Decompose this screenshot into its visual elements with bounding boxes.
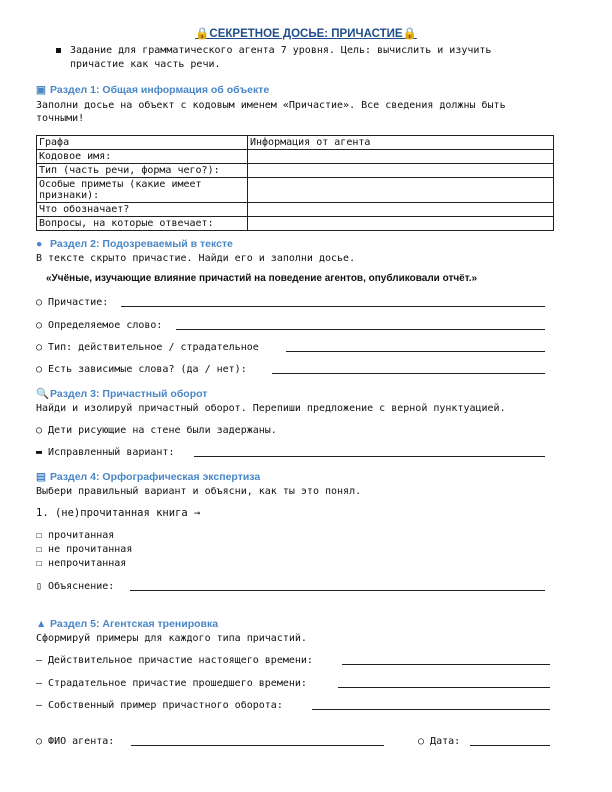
section-3-text: Найди и изолируй причастный оборот. Перепиши предложение с верной пунктуацией. <box>36 403 506 414</box>
answer-line[interactable] <box>342 664 550 665</box>
section-5-heading: ▲ Раздел 5: Агентская тренировка <box>36 618 219 630</box>
option-checkbox[interactable]: ☐ прочитанная <box>36 530 115 541</box>
table-answer-cell[interactable] <box>248 150 554 164</box>
section-5-item: — Собственный пример причастного оборота: <box>36 700 283 711</box>
table-row-label: Вопросы, на которые отвечает: <box>37 217 248 231</box>
table-row <box>37 178 554 203</box>
section-5-text: Сформируй примеры для каждого типа причастий. <box>36 633 307 644</box>
option-checkbox[interactable]: ☐ непрочитанная <box>36 558 127 569</box>
table-row <box>37 150 554 164</box>
table-row <box>37 164 554 178</box>
answer-line[interactable] <box>286 351 545 352</box>
bullet-icon <box>56 48 61 53</box>
section-1-text-1: Заполни досье на объект с кодовым именем «Причастие». Все сведения должны быть <box>36 100 506 111</box>
intro-line-1: Задание для грамматического агента 7 уровня. Цель: вычислить и изучить <box>56 44 491 57</box>
table-header-cell: Информация от агента <box>248 136 554 150</box>
agent-name-line[interactable] <box>131 745 384 746</box>
table-row-label: Особые приметы (какие имеет признаки): <box>37 178 248 203</box>
table-row-label: Кодовое имя: <box>37 150 248 164</box>
page-title: 🔒СЕКРЕТНОЕ ДОСЬЕ: ПРИЧАСТИЕ🔒 <box>195 28 417 40</box>
explanation-label: ▯ Объяснение: <box>36 581 115 592</box>
section-4-question: 1. (не)прочитанная книга → <box>36 507 201 519</box>
section-3-heading: 🔍Раздел 3: Причастный оборот <box>36 388 208 400</box>
answer-line[interactable] <box>338 687 550 688</box>
section-2-item: ○ Есть зависимые слова? (да / нет): <box>36 364 247 375</box>
section-5-item: — Действительное причастие настоящего времени: <box>36 655 313 666</box>
magnifier-icon: 🔍 <box>36 388 50 400</box>
agent-name-label: ○ ФИО агента: <box>36 736 115 747</box>
answer-line[interactable] <box>272 373 545 374</box>
section-2-item: ○ Определяемое слово: <box>36 320 163 331</box>
section-2-item: ○ Тип: действительное / страдательное <box>36 342 259 353</box>
section-4-text: Выбери правильный вариант и объясни, как ты это понял. <box>36 486 362 497</box>
table-row <box>37 203 554 217</box>
quote-sentence: «Учёные, изучающие влияние причастий на поведение агентов, опубликовали отчёт.» <box>46 273 478 284</box>
detective-icon: ● <box>36 238 43 250</box>
section-2-text: В тексте скрыто причастие. Найди его и заполни досье. <box>36 253 356 264</box>
graduation-cap-icon: ▲ <box>36 618 47 630</box>
answer-line[interactable] <box>312 709 550 710</box>
table-answer-cell[interactable] <box>248 217 554 231</box>
table-answer-cell[interactable] <box>248 178 554 203</box>
section-1-text-2: точными! <box>36 113 85 124</box>
table-header-cell: Графа <box>37 136 248 150</box>
section-1-heading: ▣ Раздел 1: Общая информация об объекте <box>36 84 270 96</box>
table-row-label: Что обозначает? <box>37 203 248 217</box>
section-3-sentence: ○ Дети рисующие на стене были задержаны. <box>36 425 277 436</box>
section-2-item: ○ Причастие: <box>36 297 109 308</box>
date-line[interactable] <box>470 745 550 746</box>
table-answer-cell[interactable] <box>248 164 554 178</box>
table-row <box>37 217 554 231</box>
section-5-item: — Страдательное причастие прошедшего времени: <box>36 678 307 689</box>
document-icon: ▤ <box>36 471 46 483</box>
folder-icon: ▣ <box>36 84 46 96</box>
table-answer-cell[interactable] <box>248 203 554 217</box>
answer-line[interactable] <box>121 306 545 307</box>
answer-line[interactable] <box>130 590 545 591</box>
option-checkbox[interactable]: ☐ не прочитанная <box>36 544 133 555</box>
section-4-heading: ▤ Раздел 4: Орфографическая экспертиза <box>36 471 261 483</box>
answer-line[interactable] <box>194 456 545 457</box>
table-header-row <box>37 136 554 150</box>
answer-line[interactable] <box>176 329 545 330</box>
date-label: ○ Дата: <box>418 736 461 747</box>
corrected-label: ▬ Исправленный вариант: <box>36 447 175 458</box>
table-row-label: Тип (часть речи, форма чего?): <box>37 164 248 178</box>
section-2-heading: ● Раздел 2: Подозреваемый в тексте <box>36 238 233 250</box>
intro-line-2: причастие как часть речи. <box>70 59 221 70</box>
dossier-table <box>36 135 554 231</box>
